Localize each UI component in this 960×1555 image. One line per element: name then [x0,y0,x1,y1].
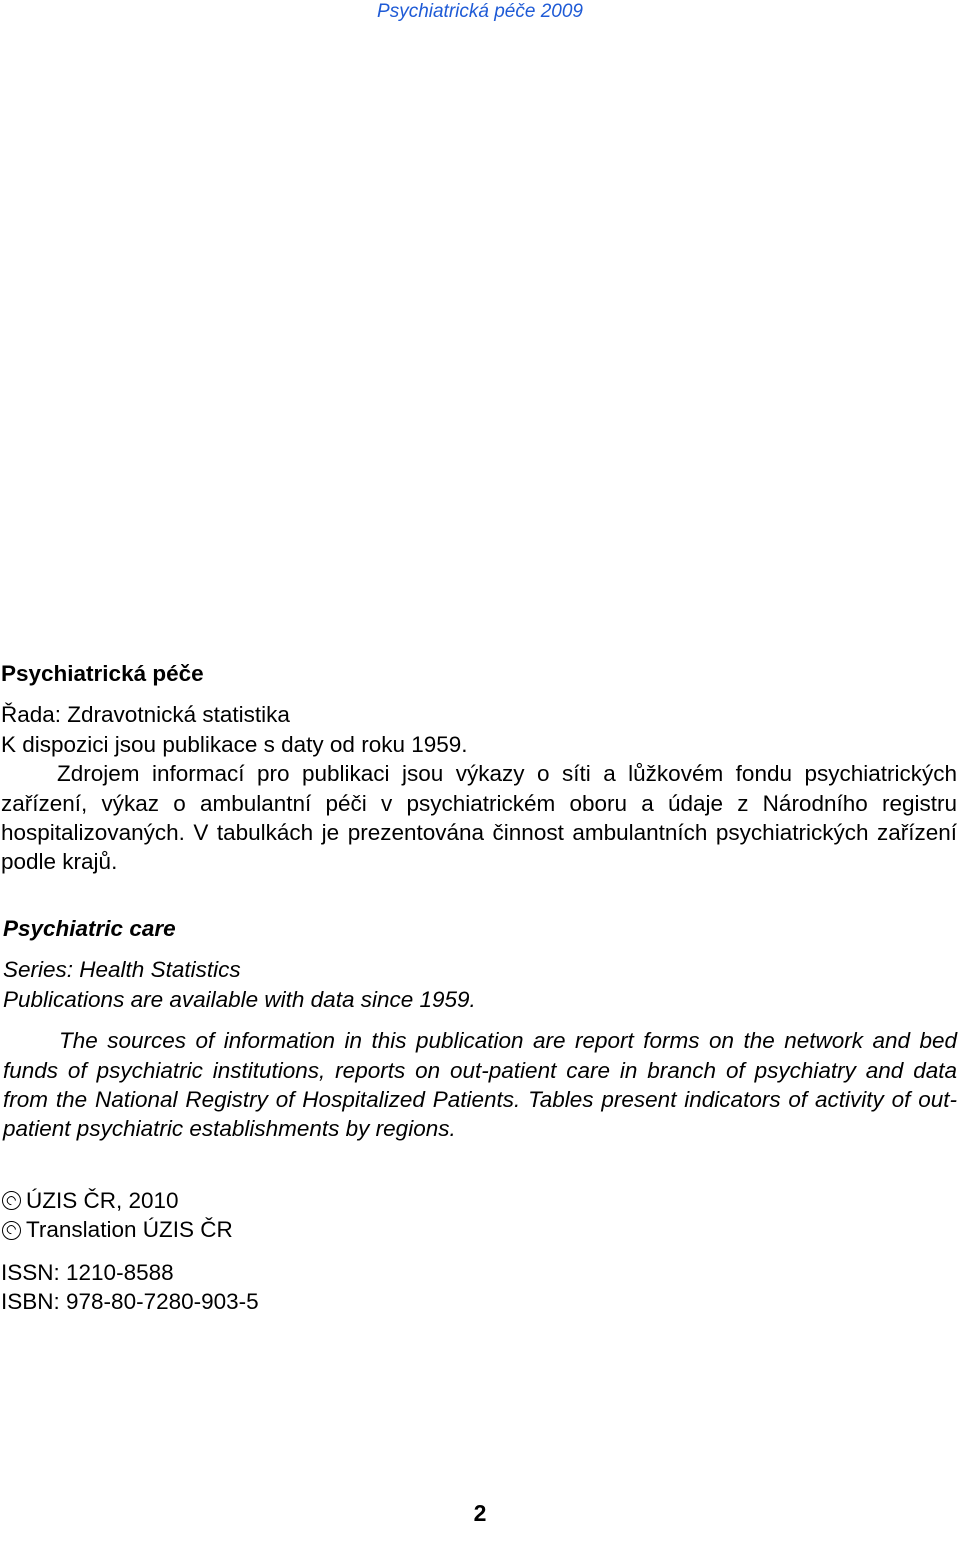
isbn: ISBN: 978-80-7280-903-5 [1,1289,259,1315]
copyright-icon [2,1191,21,1210]
czech-description: Zdrojem informací pro publikaci jsou výkazy o síti a lůžkovém fondu psychiatrických zařízení, výkaz o ambulantní péči v psychiatrickém oboru a údaje z Národního registru hospitalizovaných. V tabulkách je prezentována činnost ambulantních psychiatrických zařízení podle krajů. [1,761,957,875]
translation-copyright-text: Translation ÚZIS ČR [26,1217,233,1243]
page-number: 2 [473,1500,487,1526]
copyright-line [1,1186,957,1215]
translation-copyright-line [1,1215,957,1244]
imprint-section [1,1186,957,1317]
copyright-icon [2,1221,21,1240]
czech-availability: K dispozici jsou publikace s daty od roku 1959. [1,731,468,757]
english-section [1,914,957,1144]
copyright-text: ÚZIS ČR, 2010 [26,1188,179,1213]
english-series: Series: Health Statistics [3,957,241,983]
english-availability: Publications are available with data since 1959. [3,986,476,1012]
czech-series: Řada: Zdravotnická statistika [1,702,290,728]
running-header [0,0,960,24]
issn: ISSN: 1210-8588 [1,1259,174,1285]
czech-title: Psychiatrická péče [1,661,204,686]
english-title: Psychiatric care [3,916,176,941]
english-description: The sources of information in this publication are report forms on the network and bed funds of psychiatric institutions, reports on out-patient care in branch of psychiatry and data from the National Registry of Hospitalized Patients. Tables present indicators of activity of out-patient psychiatric establishments by regions. [3,1028,957,1142]
running-title: Psychiatrická péče 2009 [377,1,583,22]
czech-section [1,659,957,877]
